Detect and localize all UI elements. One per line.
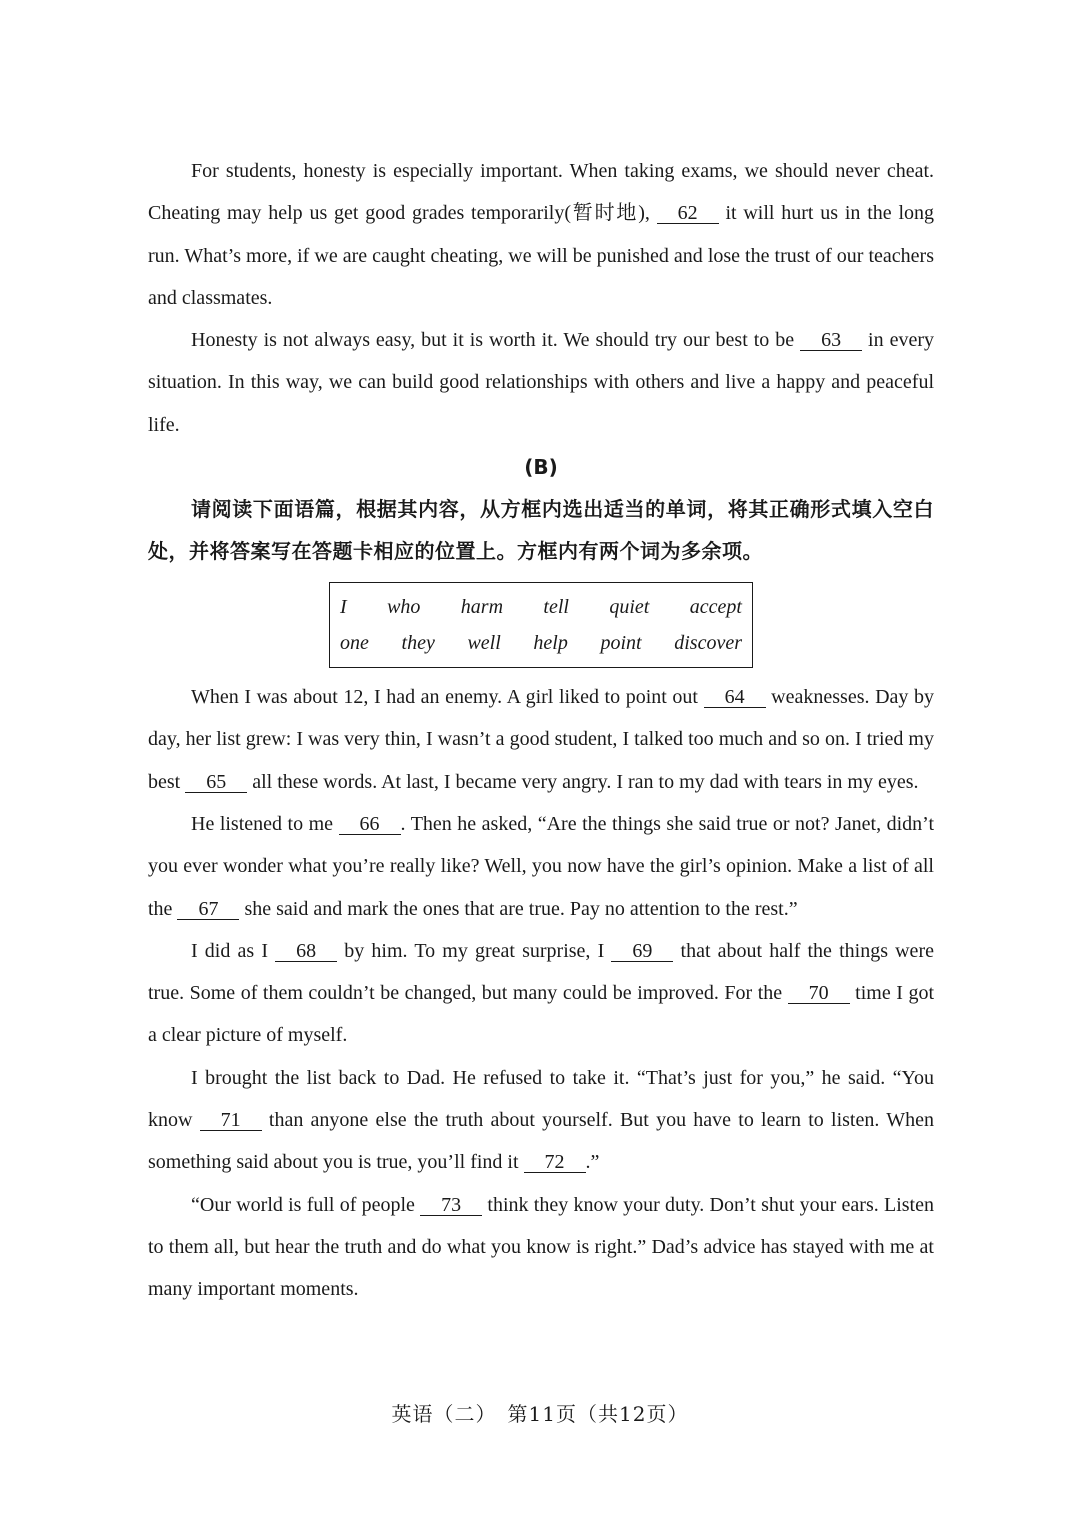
word-option: who [387, 596, 421, 619]
section-b-instruction: 请阅读下面语篇，根据其内容，从方框内选出适当的单词，将其正确形式填入空白处，并将答案写在答题卡相应的位置上。方框内有两个词为多余项。 [148, 497, 934, 564]
blank-67: 67 [177, 899, 239, 920]
word-option: point [600, 632, 642, 655]
paragraph-surprise: I did as I 68 by him. To my great surprise, I 69 that about half the things were true. Some of them couldn’t be changed, but many could be improved. For the 70 time I got a clear picture of myself. [148, 939, 935, 1047]
word-option: harm [460, 596, 504, 619]
blank-65: 65 [185, 772, 247, 793]
word-option: one [340, 632, 369, 655]
word-option: tell [543, 596, 569, 619]
blank-64: 64 [704, 687, 766, 708]
blank-73: 73 [420, 1195, 482, 1216]
blank-71: 71 [200, 1110, 262, 1131]
paragraph-honesty-worth: Honesty is not always easy, but it is worth it. We should try our best to be 63 in every situation. In this way, we can build good relationships with others and live a happy and peaceful life. [148, 329, 934, 436]
paragraph-advice: “Our world is full of people 73 think they know your duty. Don’t shut your ears. Listen to them all, but hear the truth and do what you know is right.” Dad’s advice has stayed with me at many important moments. [148, 1193, 934, 1301]
word-box-row-1 [340, 589, 742, 625]
word-option: I [340, 596, 347, 619]
word-box-row-2 [340, 625, 742, 661]
blank-70: 70 [788, 983, 850, 1004]
blank-69: 69 [611, 941, 673, 962]
word-option: discover [674, 632, 742, 655]
page-content [148, 150, 934, 1311]
word-option: help [533, 632, 568, 655]
word-box-container [148, 582, 934, 668]
paragraph-dad-listened: He listened to me 66 . Then he asked, “Are the things she said true or not? Janet, didn’t you ever wonder what you’re really like? Well, you now have the girl’s opinion. Make a list of all the 67 she said and mark the ones that are true. Pay no attention to the rest.” [148, 812, 934, 920]
blank-72: 72 [524, 1152, 586, 1173]
word-option: they [401, 632, 435, 655]
word-option: quiet [609, 596, 650, 619]
page-footer: 英语（二） 第11页（共12页） [391, 1402, 689, 1426]
blank-63: 63 [800, 330, 862, 351]
blank-66: 66 [339, 814, 401, 835]
word-option: well [467, 632, 501, 655]
paragraph-honesty-exams: For students, honesty is especially important. When taking exams, we should never cheat. Cheating may help us get good grades temporarily(暂时地), 62 it will hurt us in the long run. What’s more, if we are caught cheating, we will be punished and lose the trust of our teachers and classmates. [148, 160, 934, 309]
paragraph-list-back: I brought the list back to Dad. He refused to take it. “That’s just for you,” he said. “You know 71 than anyone else the truth about yourself. But you have to learn to listen. When something said about you is true, you’ll find it 72 .” [148, 1066, 934, 1174]
section-b-label: (B) [524, 455, 558, 480]
paragraph-enemy: When I was about 12, I had an enemy. A girl liked to point out 64 weaknesses. Day by day, her list grew: I was very thin, I wasn’t a good student, I talked too much and so on. I tried my best 65 all these words. At last, I became very angry. I ran to my dad with tears in my eyes. [148, 686, 934, 793]
blank-62: 62 [657, 203, 719, 224]
blank-68: 68 [275, 941, 337, 962]
word-option: accept [689, 596, 742, 619]
word-box [329, 582, 753, 668]
